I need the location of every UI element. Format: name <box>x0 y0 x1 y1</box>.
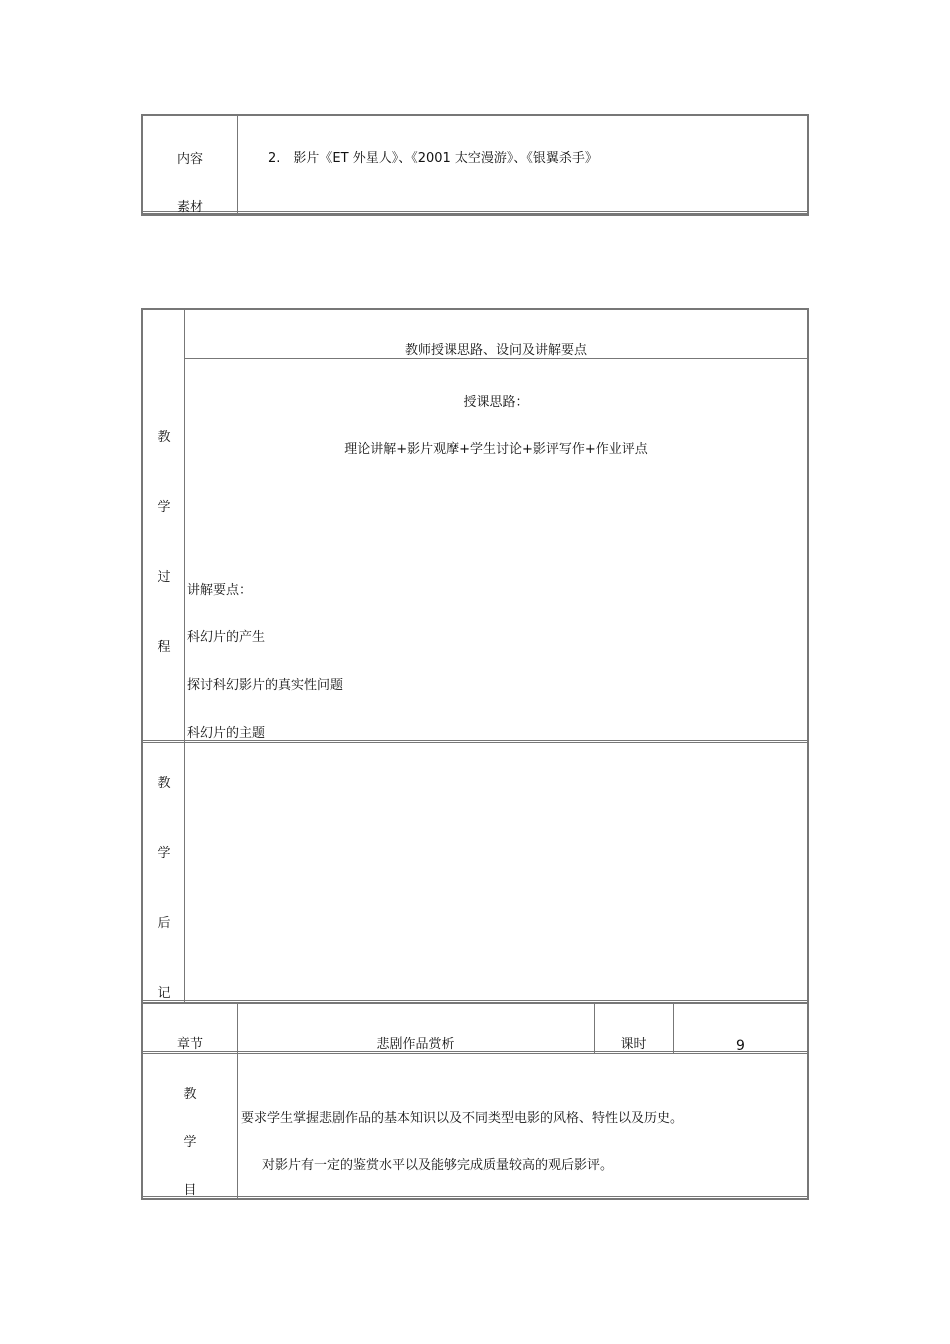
chapter-divider-1 <box>237 1002 238 1200</box>
chapter-label: 章节 <box>176 1037 203 1052</box>
process-side-divider <box>184 308 185 1002</box>
material-label-1: 内容 <box>176 152 203 167</box>
thinking-title: 授课思路： <box>463 395 529 410</box>
material-label-2: 素材 <box>176 200 203 215</box>
hours-label: 课时 <box>620 1037 647 1052</box>
after-side-label-1: 教 <box>157 776 171 791</box>
chapter-value: 悲剧作品赏析 <box>376 1037 455 1052</box>
goal-label-1: 教 <box>183 1087 197 1102</box>
hours-value: 9 <box>736 1038 745 1054</box>
chapter-bottom-rule <box>141 1196 809 1199</box>
after-side-label-3: 后 <box>157 916 171 931</box>
material-bottom-rule <box>141 211 809 214</box>
material-divider <box>237 114 238 216</box>
process-side-label-4: 程 <box>157 640 171 655</box>
process-side-label-1: 教 <box>157 430 171 445</box>
after-side-label-2: 学 <box>157 846 171 861</box>
goal-line-2: 对影片有一定的鉴赏水平以及能够完成质量较高的观后影评。 <box>262 1158 614 1173</box>
goal-label-2: 学 <box>183 1135 197 1150</box>
point-item-3: 科幻片的主题 <box>187 726 266 741</box>
after-side-label-4: 记 <box>157 986 171 1001</box>
point-item-1: 科幻片的产生 <box>187 630 266 645</box>
material-content: 2. 影片《ET 外星人》、《2001 太空漫游》、《银翼杀手》 <box>268 151 598 166</box>
thinking-flow: 理论讲解+影片观摩+学生讨论+影评写作+作业评点 <box>344 442 648 457</box>
process-side-label-2: 学 <box>157 500 171 515</box>
process-header: 教师授课思路、设问及讲解要点 <box>404 343 587 358</box>
goal-label-3: 目 <box>183 1183 197 1198</box>
point-item-2: 探讨科幻影片的真实性问题 <box>187 678 344 693</box>
goal-line-1: 要求学生掌握悲剧作品的基本知识以及不同类型电影的风格、特性以及历史。 <box>241 1111 684 1126</box>
process-table <box>141 308 809 1004</box>
process-side-label-3: 过 <box>157 570 171 585</box>
points-title: 讲解要点： <box>187 583 253 598</box>
